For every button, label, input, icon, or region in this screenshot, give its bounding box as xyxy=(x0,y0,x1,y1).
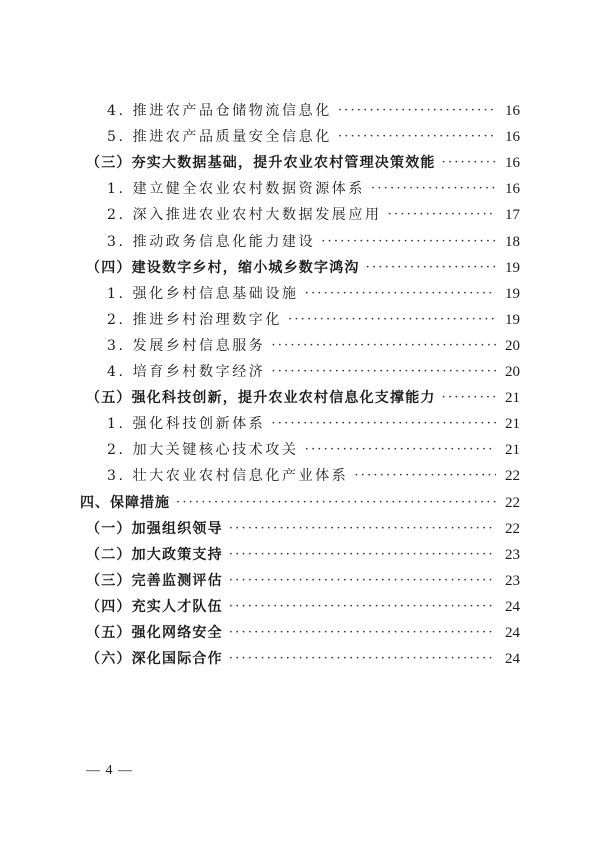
toc-entry[interactable] xyxy=(107,334,520,358)
toc-entry-title: 1. 强化科技创新体系 xyxy=(107,416,266,433)
toc-entry-page: 21 xyxy=(505,390,520,407)
toc-dot-leader xyxy=(271,412,496,436)
toc-entry-page: 18 xyxy=(505,233,520,250)
toc-entry-title: （三）完善监测评估 xyxy=(86,572,223,589)
toc-entry-title: 1. 强化乡村信息基础设施 xyxy=(107,285,299,302)
toc-entry-page: 16 xyxy=(505,181,520,198)
toc-dot-leader xyxy=(388,203,496,227)
toc-entry-title: （五）强化科技创新，提升农业农村信息化支撑能力 xyxy=(86,390,436,407)
toc-entry-title: 3. 发展乡村信息服务 xyxy=(107,337,266,354)
toc-entry-title: 2. 加大关键核心技术攻关 xyxy=(107,442,299,459)
toc-dot-leader xyxy=(305,438,496,462)
toc-entry-title: （一）加强组织领导 xyxy=(86,520,223,537)
toc-entry[interactable] xyxy=(86,543,520,567)
page-number: — 4 — xyxy=(86,763,133,778)
toc-dot-leader xyxy=(229,543,496,567)
toc-entry-page: 16 xyxy=(505,129,520,146)
toc-entry-page: 22 xyxy=(505,520,520,537)
toc-entry-page: 20 xyxy=(505,364,520,380)
toc-entry-title: （四）建设数字乡村，缩小城乡数字鸿沟 xyxy=(86,259,360,276)
toc-entry[interactable] xyxy=(107,438,520,462)
toc-entry-title: 5. 推进农产品质量安全信息化 xyxy=(107,129,332,146)
toc-entry-title: （二）加大政策支持 xyxy=(86,546,223,563)
toc-entry-title: （四）充实人才队伍 xyxy=(86,598,223,615)
toc-dot-leader xyxy=(229,517,496,541)
toc-entry[interactable] xyxy=(86,517,520,541)
toc-entry-page: 16 xyxy=(505,103,520,119)
toc-entry[interactable] xyxy=(80,491,520,515)
toc-entry[interactable] xyxy=(86,647,520,671)
toc-entry[interactable] xyxy=(86,151,520,175)
toc-dot-leader xyxy=(442,386,496,410)
toc-entry-page: 21 xyxy=(505,442,520,459)
toc-dot-leader xyxy=(229,569,496,593)
toc-entry-page: 24 xyxy=(505,598,520,615)
toc-dot-leader xyxy=(371,177,496,201)
toc-entry[interactable] xyxy=(107,99,520,123)
toc-dot-leader xyxy=(366,256,496,280)
toc-dot-leader xyxy=(271,334,496,358)
toc-dot-leader xyxy=(321,230,496,254)
toc-dot-leader xyxy=(229,647,496,671)
toc-entry[interactable] xyxy=(86,256,520,280)
toc-entry[interactable] xyxy=(107,282,520,306)
toc-entry-page: 17 xyxy=(505,207,520,224)
toc-dot-leader xyxy=(442,151,496,175)
toc-entry-title: 四、保障措施 xyxy=(80,494,170,511)
toc-entry[interactable] xyxy=(107,308,520,332)
toc-dot-leader xyxy=(338,99,496,123)
toc-entry-title: 2. 深入推进农业农村大数据发展应用 xyxy=(107,207,382,224)
toc-entry[interactable] xyxy=(86,386,520,410)
toc-entry-page: 23 xyxy=(505,572,520,589)
toc-entry-title: 2. 推进乡村治理数字化 xyxy=(107,311,283,328)
toc-entry[interactable] xyxy=(86,595,520,619)
toc-dot-leader xyxy=(288,308,496,332)
toc-entry-title: （六）深化国际合作 xyxy=(86,651,223,668)
toc-entry[interactable] xyxy=(107,177,520,201)
toc-entry[interactable] xyxy=(107,203,520,227)
toc-entry[interactable] xyxy=(107,360,520,384)
toc-entry-title: （五）强化网络安全 xyxy=(86,625,223,641)
toc-dot-leader xyxy=(354,464,496,488)
toc-dot-leader xyxy=(176,491,496,515)
toc-entry-page: 23 xyxy=(505,546,520,563)
toc-entry[interactable] xyxy=(86,569,520,593)
toc-dot-leader xyxy=(229,595,496,619)
toc-entry-title: 4. 推进农产品仓储物流信息化 xyxy=(107,103,332,119)
toc-entry-page: 16 xyxy=(505,155,520,172)
toc-entry-title: 4. 培育乡村数字经济 xyxy=(107,364,266,380)
toc-entry-page: 19 xyxy=(505,285,520,302)
toc-entry-page: 24 xyxy=(505,625,520,641)
toc-entry-title: 3. 壮大农业农村信息化产业体系 xyxy=(107,468,349,485)
toc-entry-page: 22 xyxy=(505,494,520,511)
toc-dot-leader xyxy=(271,360,496,384)
toc-entry-page: 22 xyxy=(505,468,520,485)
toc-entry-title: （三）夯实大数据基础，提升农业农村管理决策效能 xyxy=(86,155,436,172)
toc-entry[interactable] xyxy=(107,125,520,149)
toc-entry-page: 19 xyxy=(505,311,520,328)
toc-dot-leader xyxy=(229,621,496,645)
toc-dot-leader xyxy=(338,125,496,149)
toc-entry[interactable] xyxy=(107,464,520,488)
toc-entry[interactable] xyxy=(107,230,520,254)
toc-entry-title: 3. 推动政务信息化能力建设 xyxy=(107,233,316,250)
toc-entry[interactable] xyxy=(107,412,520,436)
toc-entry-page: 21 xyxy=(505,416,520,433)
toc-entry[interactable] xyxy=(86,621,520,645)
toc-entry-page: 19 xyxy=(505,259,520,276)
toc-entry-page: 24 xyxy=(505,651,520,668)
toc-entry-title: 1. 建立健全农业农村数据资源体系 xyxy=(107,181,366,198)
toc-dot-leader xyxy=(305,282,496,306)
toc-entry-page: 20 xyxy=(505,337,520,354)
